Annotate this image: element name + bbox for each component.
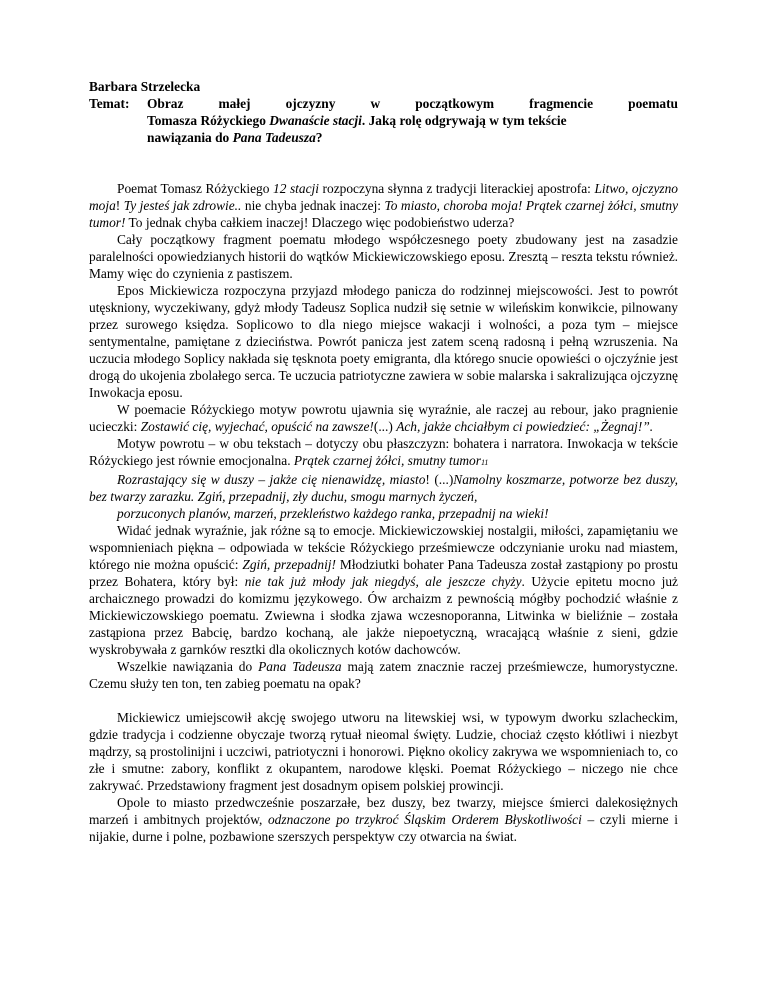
quote-2: porzuconych planów, marzeń, przekleństwo każdego ranka, przepadnij na wieki! xyxy=(117,506,549,521)
quote-1: Rozrastający się w duszy – jakże cię nienawidzę, miasto! (...)Namolny koszmarze, potworze bez duszy, bez twarzy zarazku. Zgiń, przepadnij, zły duchu, smogu marnych życzeń, xyxy=(89,472,678,504)
topic-line-3: nawiązania do Pana Tadeusza? xyxy=(147,130,323,145)
paragraph-4: W poemacie Różyckiego motyw powrotu ujawnia się wyraźnie, ale raczej au rebour, jako pragnienie ucieczki: Zostawić cię, wyjechać, opuścić na zawsze!(...) Ach, jakże chciałbym ci powiedzieć: „Żegnaj!”. xyxy=(89,402,678,434)
topic-line-1: Obraz małej ojczyzny w początkowym fragmencie poematu xyxy=(147,96,678,111)
topic-text xyxy=(147,95,678,146)
paragraph-7: Wszelkie nawiązania do Pana Tadeusza mają zatem znacznie raczej prześmiewcze, humorystyczne. Czemu służy ten ton, ten zabieg poematu na opak? xyxy=(89,659,678,691)
topic-line-2: Tomasza Różyckiego Dwanaście stacji. Jaką rolę odgrywają w tym tekście xyxy=(147,113,567,128)
paragraph-5: Motyw powrotu – w obu tekstach – dotyczy obu płaszczyzn: bohatera i narratora. Inwokacja w tekście Różyckiego jest równie emocjonalna. Prątek czarnej żółci, smutny tumor11 xyxy=(89,436,678,468)
paragraph-6: Widać jednak wyraźnie, jak różne są to emocje. Mickiewiczowskiej nostalgii, miłości, zapamiętaniu we wspomnieniach piękna – odpowiada w tekście Różyckiego prześmiewcze odczynianie uroku nad miastem, którego nie można opuścić: Zgiń, przepadnij! Młodziutki bohater Pana Tadeusza został zastąpiony po prostu przez Bohatera, który był: nie tak już młody jak niegdyś, ale jeszcze chyży. Użycie epitetu mocno już archaicznego prowadzi do komizmu językowego. Ów archaizm z pewnością mógłby pochodzić właśnie z Mickiewiczowskiego poematu. Zwiewna i słodka zjawa wczesnoporanna, Litwinka w bieliźnie – została zastąpiona przez Babcię, bardzo kochaną, ale jakże niepoetyczną, wracającą właśnie z sieni, gdzie wyskrobywała z garnków resztki dla okolicznych kotów dachowców. xyxy=(89,523,678,657)
paragraph-9: Opole to miasto przedwcześnie poszarzałe, bez duszy, bez twarzy, miejsce śmierci dalekosiężnych marzeń i ambitnych projektów, odznaczone po trzykroć Śląskim Orderem Błyskotliwości – czyli mierne i nijakie, durne i polne, pozbawione szerszych perspektyw czy otwarcia na świat. xyxy=(89,795,678,844)
topic-heading xyxy=(89,95,678,146)
paragraph-8: Mickiewicz umiejscowił akcję swojego utworu na litewskiej wsi, w typowym dworku szlacheckim, gdzie tradycja i codzienne obyczaje tworzą rytuał nieomal święty. Ludzie, chociaż często kłótliwi i niezbyt mądrzy, są prostolinijni i uczciwi, patriotyczni i honorowi. Piękno okolicy zakrywa we wspomnieniach to, co złe i smutne: zabory, konflikt z okupantem, narodowe klęski. Poemat Różyckiego – niczego nie chce zakrywać. Przedstawiony fragment jest dosadnym opisem polskiej prowincji. xyxy=(89,710,678,793)
paragraph-3: Epos Mickiewicza rozpoczyna przyjazd młodego panicza do rodzinnej miejscowości. Jest to powrót utęskniony, wyczekiwany, gdyż młody Tadeusz Soplica nudził się setnie w wileńskim konwikcie, pilnowany przez surowego księdza. Soplicowo to dla niego miejsce wakacji i wolności, a poza tym – miejsce sentymentalne, pamiętane z dzieciństwa. Powrót panicza jest zatem sceną radosną i pełną wzruszenia. Na uczucia młodego Soplicy nakłada się tęsknota poety emigranta, dla którego snucie opowieści o ojczyźnie jest drogą do ukojenia zbolałego serca. Te uczucia patriotyczne zawiera w sobie malarska i sakralizująca ojczyznę Inwokacja eposu. xyxy=(89,283,678,400)
topic-label: Temat: xyxy=(89,96,130,111)
paragraph-1: Poemat Tomasz Różyckiego 12 stacji rozpoczyna słynna z tradycji literackiej apostrofa: Litwo, ojczyzno moja! Ty jesteś jak zdrowie.. nie chyba jednak inaczej: To miasto, choroba moja! Prątek czarnej żółci, smutny tumor! To jednak chyba całkiem inaczej! Dlaczego więc podobieństwo uderza? xyxy=(89,181,679,230)
author-name: Barbara Strzelecka xyxy=(89,79,201,94)
document-page xyxy=(89,78,678,845)
paragraph-2: Cały początkowy fragment poematu młodego współczesnego poety zbudowany jest na zasadzie paralelności opowiedzianych historii do wątków Mickiewiczowskiego eposu. Zresztą – reszta tekstu również. Mamy więc do czynienia z pastiszem. xyxy=(89,232,678,281)
